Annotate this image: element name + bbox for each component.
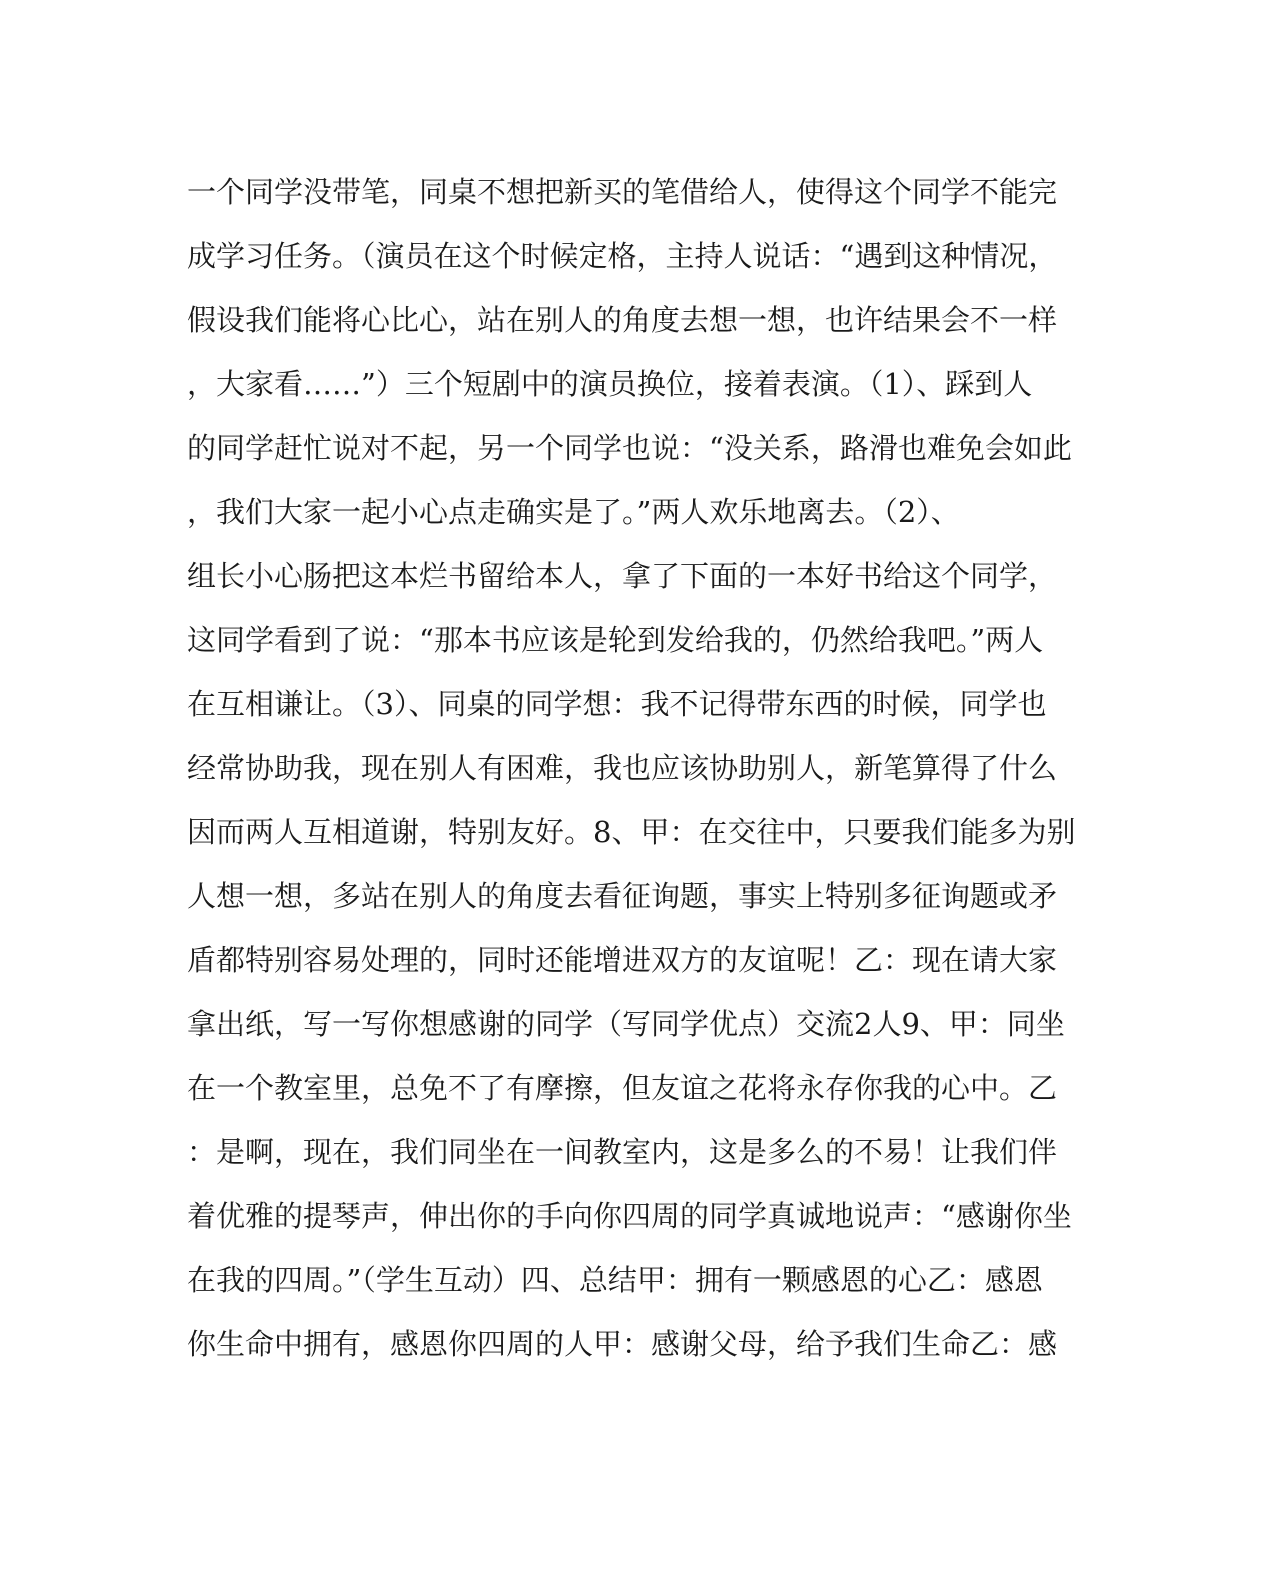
text-line: 着优雅的提琴声，伸出你的手向你四周的同学真诚地说声：“感谢你坐: [187, 1199, 1072, 1233]
text-line: 经常协助我，现在别人有困难，我也应该协助别人，新笔算得了什么: [187, 751, 1058, 785]
text-line: ，我们大家一起小心点走确实是了。”两人欢乐地离去。（2）、: [187, 495, 960, 529]
text-line: 人想一想，多站在别人的角度去看征询题，事实上特别多征询题或矛: [187, 879, 1058, 913]
body-text: [187, 160, 1087, 1376]
text-line: 一个同学没带笔，同桌不想把新买的笔借给人，使得这个同学不能完: [187, 175, 1058, 209]
text-line: 组长小心肠把这本烂书留给本人，拿了下面的一本好书给这个同学，: [187, 559, 1058, 593]
text-line: 拿出纸，写一写你想感谢的同学（写同学优点）交流2人9、甲：同坐: [187, 1007, 1065, 1041]
text-line: 在一个教室里，总免不了有摩擦，但友谊之花将永存你我的心中。乙: [187, 1071, 1058, 1105]
text-line: ：是啊，现在，我们同坐在一间教室内，这是多么的不易！让我们伴: [187, 1135, 1058, 1169]
text-line: ，大家看……”）三个短剧中的演员换位，接着表演。（1）、踩到人: [187, 367, 1033, 401]
text-line: 你生命中拥有，感恩你四周的人甲：感谢父母，给予我们生命乙：感: [187, 1327, 1058, 1361]
text-line: 成学习任务。（演员在这个时候定格，主持人说话：“遇到这种情况，: [187, 239, 1058, 273]
text-line: 假设我们能将心比心，站在别人的角度去想一想，也许结果会不一样: [187, 303, 1058, 337]
text-line: 的同学赶忙说对不起，另一个同学也说：“没关系，路滑也难免会如此: [187, 431, 1072, 465]
text-line: 在互相谦让。（3）、同桌的同学想：我不记得带东西的时候，同学也: [187, 687, 1047, 721]
text-line: 在我的四周。”（学生互动）四、总结甲：拥有一颗感恩的心乙：感恩: [187, 1263, 1043, 1297]
text-line: 因而两人互相道谢，特别友好。8、甲：在交往中，只要我们能多为别: [187, 815, 1076, 849]
text-line: 这同学看到了说：“那本书应该是轮到发给我的，仍然给我吧。”两人: [187, 623, 1044, 657]
text-line: 盾都特别容易处理的，同时还能增进双方的友谊呢！乙：现在请大家: [187, 943, 1058, 977]
